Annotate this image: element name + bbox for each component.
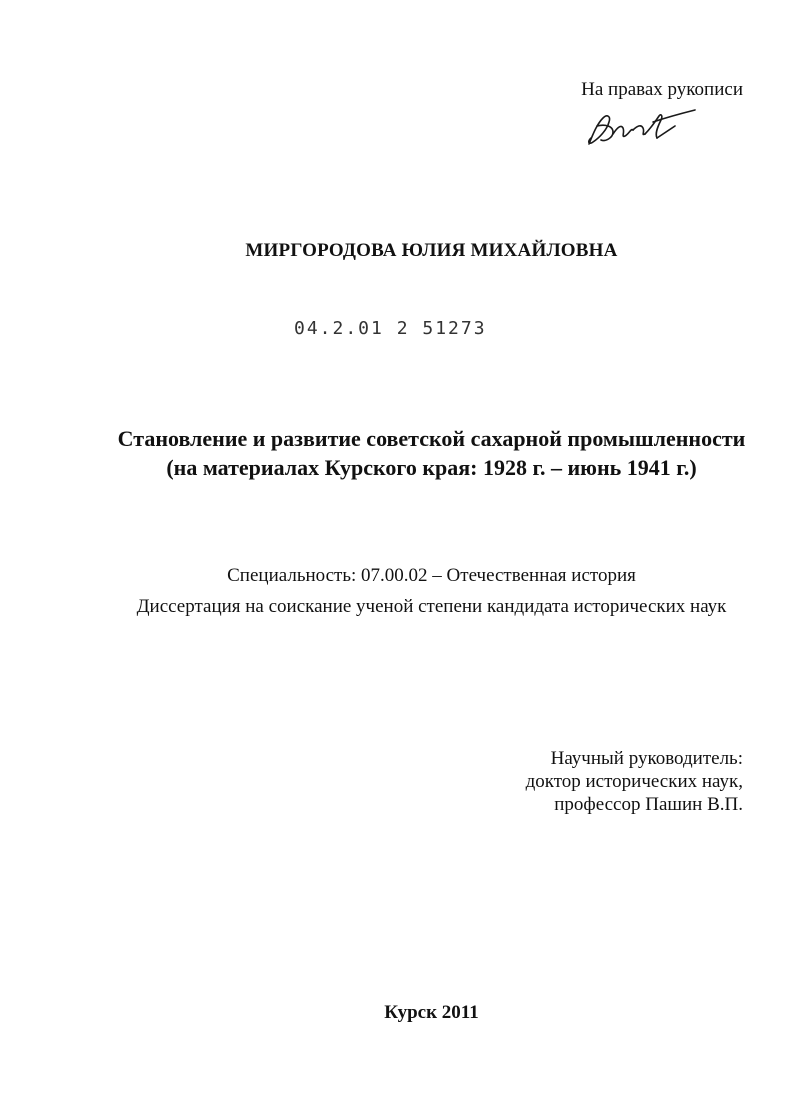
title-line-2: (на материалах Курского края: 1928 г. – июнь 1941 г.) xyxy=(166,455,697,480)
supervisor-name: профессор Пашин В.П. xyxy=(554,794,743,815)
city-year: Курск 2011 xyxy=(384,1002,479,1023)
specialty-line: Специальность: 07.00.02 – Отечественная история xyxy=(227,565,636,586)
title-line-1: Становление и развитие советской сахарной промышленности xyxy=(117,426,746,451)
registration-stamp: 04.2.01 2 51273 xyxy=(294,318,487,339)
supervisor-rank: доктор исторических наук, xyxy=(525,771,743,792)
degree-line: Диссертация на соискание ученой степени кандидата исторических наук xyxy=(136,596,727,617)
dissertation-title xyxy=(0,424,793,482)
manuscript-rights-note: На правах рукописи xyxy=(581,79,743,100)
handwritten-signature xyxy=(583,104,703,154)
supervisor-label: Научный руководитель: xyxy=(550,748,743,769)
author-name: МИРГОРОДОВА ЮЛИЯ МИХАЙЛОВНА xyxy=(245,240,618,261)
scientific-supervisor xyxy=(526,747,743,816)
